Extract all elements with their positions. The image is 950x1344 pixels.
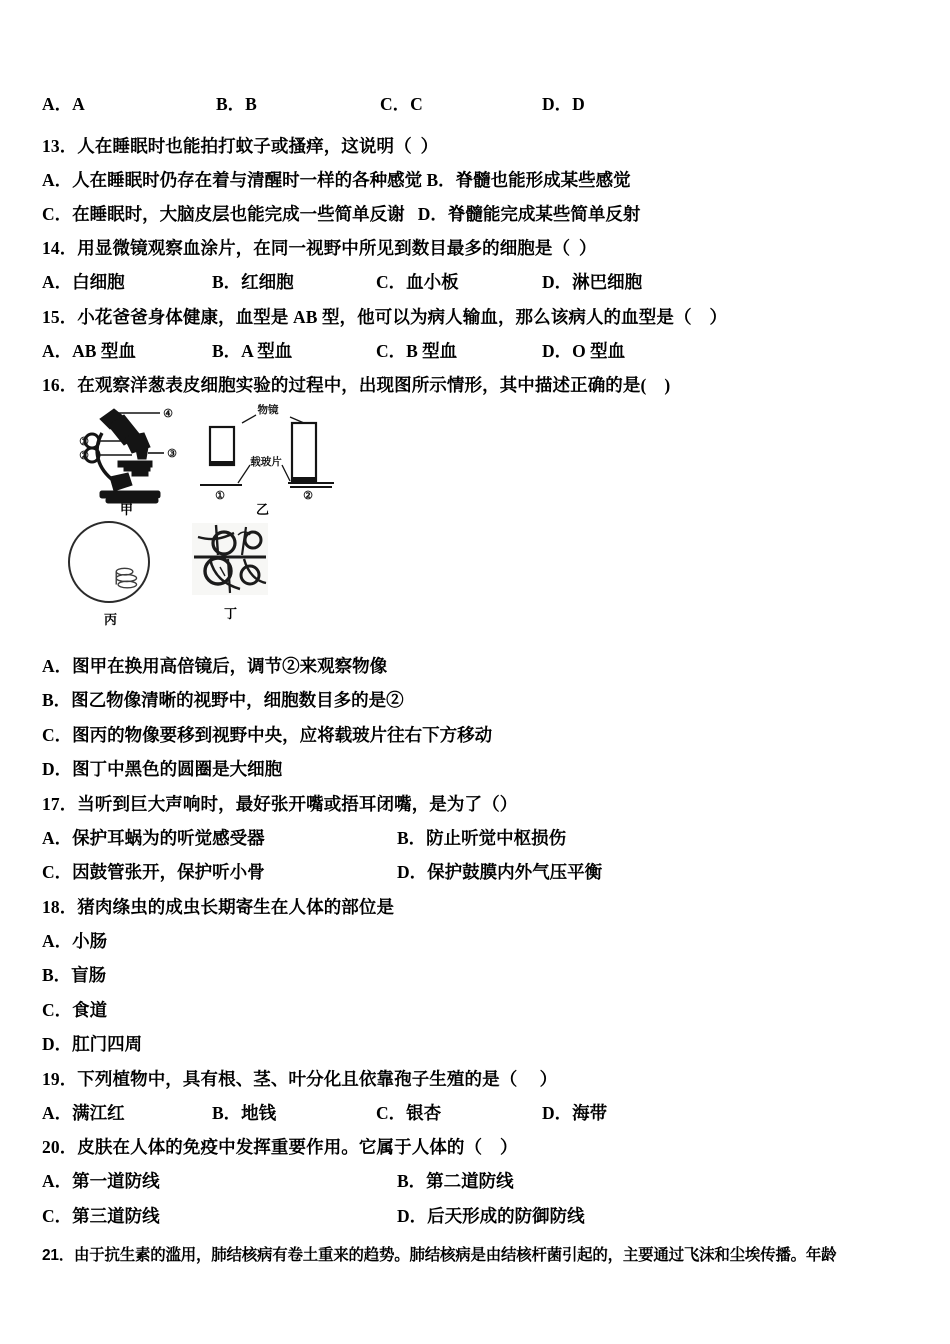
- label-objective-lens: 物镜: [257, 403, 279, 416]
- svg-text:④: ④: [163, 407, 173, 420]
- top-options-row: [42, 96, 926, 114]
- question-17-options-row-1: [42, 827, 926, 848]
- figure-caption-ding: 丁: [224, 605, 238, 621]
- figure-caption-bing: 丙: [104, 611, 118, 627]
- micrograph-diagram-ding: [192, 523, 278, 621]
- question-15-option-a[interactable]: A．AB 型血: [42, 340, 136, 361]
- svg-text:②: ②: [79, 449, 89, 462]
- question-13-option-cd[interactable]: C．在睡眠时，大脑皮层也能完成一些简单反谢 D．脊髓能完成某些简单反射: [42, 204, 641, 224]
- question-18-option-c[interactable]: C．食道: [42, 999, 108, 1020]
- question-17-option-b[interactable]: B．防止听觉中枢损伤: [397, 827, 567, 848]
- question-17-option-a[interactable]: A．保护耳蜗为的听觉感受器: [42, 827, 265, 848]
- question-20-option-c[interactable]: C．第三道防线: [42, 1205, 160, 1226]
- question-15-option-c[interactable]: C．B 型血: [376, 340, 458, 361]
- cells-cluster-icon: [114, 567, 148, 591]
- svg-text:③: ③: [167, 447, 177, 460]
- question-15-options: [42, 340, 926, 361]
- question-13-option-ab[interactable]: A．人在睡眠时仍存在着与清醒时一样的各种感觉 B．脊髓也能形成某些感觉: [42, 170, 631, 190]
- question-16-option-a[interactable]: A．图甲在换用高倍镜后，调节②来观察物像: [42, 655, 388, 676]
- question-16-option-b[interactable]: B．图乙物像清晰的视野中，细胞数目多的是②: [42, 690, 404, 710]
- question-15-option-d[interactable]: D．O 型血: [542, 340, 626, 361]
- question-15-option-b[interactable]: B．A 型血: [212, 340, 293, 361]
- question-14-option-b[interactable]: B．红细胞: [212, 272, 294, 292]
- question-14-option-c[interactable]: C．血小板: [376, 272, 459, 292]
- question-19-option-a[interactable]: A．满江红: [42, 1102, 125, 1123]
- figure-caption-jia: 甲: [120, 501, 134, 517]
- objective-lens-icon: [194, 403, 344, 513]
- question-20-stem: 20．皮肤在人体的免疫中发挥重要作用。它属于人体的（ ）: [42, 1137, 518, 1157]
- question-18-option-d[interactable]: D．肛门四周: [42, 1034, 143, 1054]
- question-18-option-b[interactable]: B．盲肠: [42, 965, 107, 985]
- question-15-stem: 15．小花爸爸身体健康，血型是 AB 型，他可以为病人输血，那么该病人的血型是（ ）: [42, 306, 728, 327]
- option-a[interactable]: A．A: [42, 94, 85, 114]
- field-of-view-diagram-bing: [68, 521, 168, 627]
- svg-text:①: ①: [215, 489, 225, 502]
- question-17-option-d[interactable]: D．保护鼓膜内外气压平衡: [397, 862, 603, 882]
- question-19-option-c[interactable]: C．银杏: [376, 1102, 442, 1123]
- question-16-option-c[interactable]: C．图丙的物像要移到视野中央，应将载玻片往右下方移动: [42, 724, 493, 745]
- question-16-figure: [54, 403, 354, 648]
- question-17-option-c[interactable]: C．因鼓管张开，保护听小骨: [42, 862, 265, 882]
- microscope-icon: [62, 403, 192, 513]
- question-20-options-row-1: [42, 1173, 926, 1191]
- label-slide: 载玻片: [250, 455, 282, 468]
- question-21-stem: 21．由于抗生素的滥用，肺结核病有卷土重来的趋势。肺结核病是由结核杆菌引起的，主要通过飞沫和尘埃传播。年龄: [42, 1247, 837, 1264]
- svg-text:②: ②: [303, 489, 313, 502]
- question-19-option-b[interactable]: B．地钱: [212, 1102, 277, 1123]
- air-bubble-cells-icon: [192, 523, 268, 595]
- question-14-option-a[interactable]: A．白细胞: [42, 272, 125, 292]
- question-18-option-a[interactable]: A．小肠: [42, 930, 108, 951]
- question-13-stem: 13．人在睡眠时也能拍打蚊子或搔痒，这说明（ ）: [42, 136, 439, 156]
- option-b[interactable]: B．B: [216, 94, 257, 114]
- question-20-option-a[interactable]: A．第一道防线: [42, 1171, 160, 1191]
- micrograph-frame: [192, 523, 268, 595]
- option-c[interactable]: C．C: [380, 94, 423, 114]
- question-19-option-d[interactable]: D．海带: [542, 1102, 608, 1123]
- question-20-options-row-2: [42, 1205, 926, 1226]
- question-20-option-d[interactable]: D．后天形成的防御防线: [397, 1205, 585, 1226]
- question-14-stem: 14．用显微镜观察血涂片，在同一视野中所见到数目最多的细胞是（ ）: [42, 238, 597, 258]
- question-18-stem: 18．猪肉绦虫的成虫长期寄生在人体的部位是: [42, 896, 395, 917]
- question-17-stem: 17．当听到巨大声响时，最好张开嘴或捂耳闭嘴，是为了（）: [42, 793, 518, 814]
- question-16-stem: 16．在观察洋葱表皮细胞实验的过程中，出现图所示情形，其中描述正确的是( ): [42, 375, 671, 395]
- question-14-option-d[interactable]: D．淋巴细胞: [542, 272, 643, 292]
- microscope-diagram-jia: [62, 403, 192, 517]
- question-17-options-row-2: [42, 864, 926, 882]
- lens-diagram-yi: [194, 403, 344, 517]
- question-19-options: [42, 1102, 926, 1123]
- question-20-option-b[interactable]: B．第二道防线: [397, 1171, 514, 1191]
- question-16-option-d[interactable]: D．图丁中黑色的圆圈是大细胞: [42, 759, 283, 779]
- svg-text:①: ①: [79, 435, 89, 448]
- question-14-options: [42, 274, 926, 292]
- option-d[interactable]: D．D: [542, 94, 585, 114]
- question-19-stem: 19．下列植物中，具有根、茎、叶分化且依靠孢子生殖的是（ ）: [42, 1068, 558, 1089]
- figure-caption-yi: 乙: [256, 501, 270, 517]
